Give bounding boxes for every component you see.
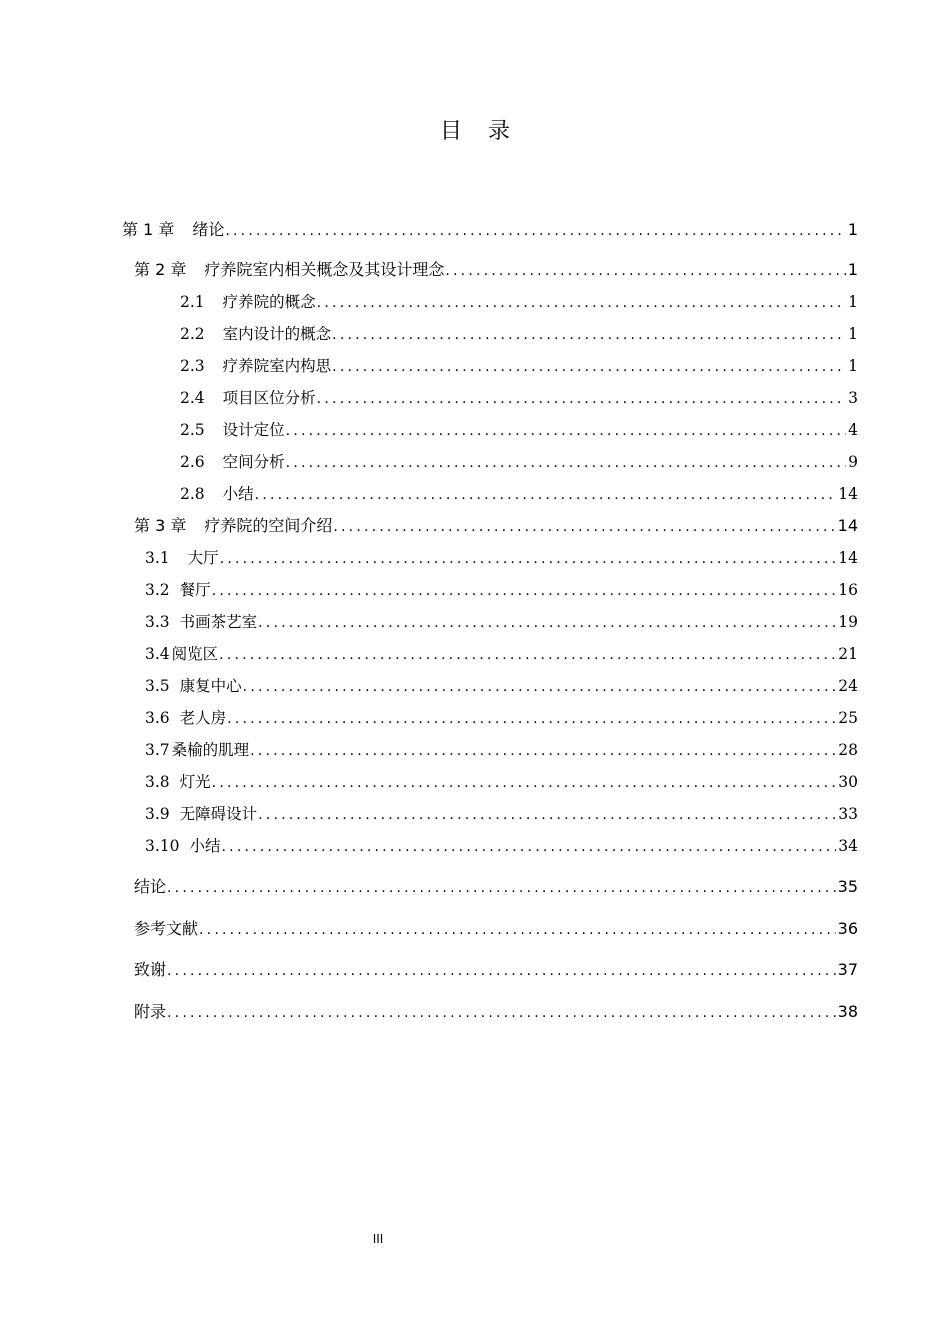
toc-entry-page: 30 [838, 773, 858, 791]
toc-leader-dots [212, 773, 837, 793]
toc-entry-title: 参考文献 [134, 919, 199, 938]
toc-leader-dots [255, 485, 837, 505]
toc-entry-page: 33 [838, 805, 858, 823]
toc-entry-title: 疗养院的概念 [222, 293, 316, 311]
toc-entry-title: 致谢 [134, 960, 167, 979]
toc-entry-page: 1 [848, 357, 858, 375]
toc-entry-references[interactable] [134, 919, 858, 940]
toc-entry-title: 灯光 [179, 773, 211, 791]
toc-entry-page: 37 [837, 960, 858, 979]
toc-entry-number: 2.3 [180, 357, 205, 375]
toc-entry-page: 14 [838, 485, 858, 503]
toc-entry-title: 书画茶艺室 [179, 613, 258, 631]
toc-entry-number: 2.4 [180, 389, 205, 407]
toc-entry-title: 康复中心 [179, 677, 242, 695]
toc-entry-title: 小结 [222, 485, 254, 503]
toc-entry-title: 老人房 [179, 709, 227, 727]
toc-entry-page: 4 [848, 421, 858, 439]
toc-entry-page: 35 [837, 877, 858, 896]
toc-entry-page: 25 [838, 709, 858, 727]
toc-entry-title: 无障碍设计 [179, 805, 258, 823]
toc-leader-dots [219, 645, 836, 665]
toc-leader-dots [258, 805, 836, 825]
toc-entry-3-5[interactable] [145, 676, 858, 697]
toc-entry-page: 9 [848, 453, 858, 471]
toc-entry-3-1[interactable] [145, 548, 858, 569]
toc-entry-number: 2.5 [180, 421, 205, 439]
toc-entry-chapter-3[interactable] [134, 516, 858, 537]
toc-entry-page: 1 [847, 260, 858, 279]
toc-leader-dots [199, 920, 836, 940]
toc-entry-3-4[interactable] [145, 644, 858, 665]
toc-entry-title: 餐厅 [179, 581, 211, 599]
toc-entry-page: 38 [837, 1002, 858, 1021]
toc-entry-chapter-1[interactable] [122, 220, 858, 241]
toc-leader-dots [317, 293, 846, 313]
toc-entry-page: 19 [838, 613, 858, 631]
toc-entry-title: 设计定位 [222, 421, 285, 439]
toc-entry-number: 第 2 章 [134, 260, 187, 279]
toc-entry-3-7[interactable] [145, 740, 858, 761]
toc-entry-conclusion[interactable] [134, 877, 858, 898]
toc-entry-2-5[interactable] [180, 420, 858, 441]
toc-entry-acknowledgements[interactable] [134, 960, 858, 981]
toc-leader-dots [167, 961, 836, 981]
page-number: III [372, 1232, 384, 1246]
toc-entry-number: 第 1 章 [122, 220, 175, 239]
toc-leader-dots [332, 325, 846, 345]
toc-leader-dots [227, 709, 836, 729]
toc-entry-title: 大厅 [187, 549, 219, 567]
toc-entry-3-9[interactable] [145, 804, 858, 825]
toc-entry-number: 3.5 [145, 677, 170, 695]
toc-entry-title: 疗养院室内构思 [222, 357, 332, 375]
toc-entry-3-6[interactable] [145, 708, 858, 729]
toc-entry-title: 桑榆的肌理 [171, 741, 250, 759]
toc-entry-title: 空间分析 [222, 453, 285, 471]
toc-entry-title: 附录 [134, 1002, 167, 1021]
toc-entry-2-3[interactable] [180, 356, 858, 377]
toc-entry-number: 3.10 [145, 837, 180, 855]
toc-entry-number: 2.1 [180, 293, 205, 311]
toc-entry-number: 2.8 [180, 485, 205, 503]
page-title: 目录 [439, 119, 536, 144]
toc-entry-title: 绪论 [192, 220, 225, 239]
toc-entry-page: 16 [838, 581, 858, 599]
toc-leader-dots [445, 261, 845, 281]
toc-entry-number: 2.2 [180, 325, 205, 343]
toc-entry-number: 3.3 [145, 613, 170, 631]
toc-entry-number: 第 3 章 [134, 516, 187, 535]
toc-leader-dots [167, 1003, 836, 1023]
toc-leader-dots [243, 677, 837, 697]
toc-leader-dots [317, 389, 846, 409]
toc-entry-page: 1 [848, 325, 858, 343]
toc-entry-page: 28 [838, 741, 858, 759]
toc-entry-number: 3.1 [145, 549, 170, 567]
toc-entry-page: 3 [848, 389, 858, 407]
toc-entry-3-3[interactable] [145, 612, 858, 633]
toc-leader-dots [220, 549, 837, 569]
toc-leader-dots [225, 221, 845, 241]
toc-entry-2-8[interactable] [180, 484, 858, 505]
toc-entry-page: 34 [838, 837, 858, 855]
toc-leader-dots [167, 878, 836, 898]
toc-leader-dots [333, 517, 835, 537]
toc-leader-dots [286, 453, 846, 473]
toc-entry-number: 3.7 [145, 741, 170, 759]
toc-leader-dots [332, 357, 846, 377]
toc-entry-title: 小结 [189, 837, 221, 855]
toc-leader-dots [222, 837, 837, 857]
toc-entry-page: 1 [847, 220, 858, 239]
toc-entry-page: 14 [837, 516, 858, 535]
toc-entry-3-8[interactable] [145, 772, 858, 793]
toc-entry-number: 3.4 [145, 645, 170, 663]
toc-entry-2-6[interactable] [180, 452, 858, 473]
toc-entry-number: 3.9 [145, 805, 170, 823]
toc-leader-dots [250, 741, 836, 761]
toc-entry-chapter-2[interactable] [134, 260, 858, 281]
toc-entry-title: 疗养院室内相关概念及其设计理念 [204, 260, 445, 279]
toc-entry-2-4[interactable] [180, 388, 858, 409]
toc-leader-dots [258, 613, 836, 633]
toc-entry-page: 36 [837, 919, 858, 938]
toc-leader-dots [212, 581, 837, 601]
toc-entry-number: 3.6 [145, 709, 170, 727]
toc-entry-title: 阅览区 [171, 645, 219, 663]
toc-entry-title: 项目区位分析 [222, 389, 316, 407]
toc-entry-page: 1 [848, 293, 858, 311]
toc-entry-page: 14 [838, 549, 858, 567]
toc-entry-page: 24 [838, 677, 858, 695]
toc-entry-3-10[interactable] [145, 836, 858, 857]
toc-entry-appendix[interactable] [134, 1002, 858, 1023]
toc-entry-3-2[interactable] [145, 580, 858, 601]
toc-entry-number: 2.6 [180, 453, 205, 471]
toc-leader-dots [286, 421, 846, 441]
toc-entry-title: 结论 [134, 877, 167, 896]
toc-entry-number: 3.2 [145, 581, 170, 599]
toc-entry-title: 室内设计的概念 [222, 325, 332, 343]
toc-entry-page: 21 [838, 645, 858, 663]
toc-entry-2-2[interactable] [180, 324, 858, 345]
toc-entry-number: 3.8 [145, 773, 170, 791]
toc-entry-2-1[interactable] [180, 292, 858, 313]
toc-entry-title: 疗养院的空间介绍 [204, 516, 333, 535]
